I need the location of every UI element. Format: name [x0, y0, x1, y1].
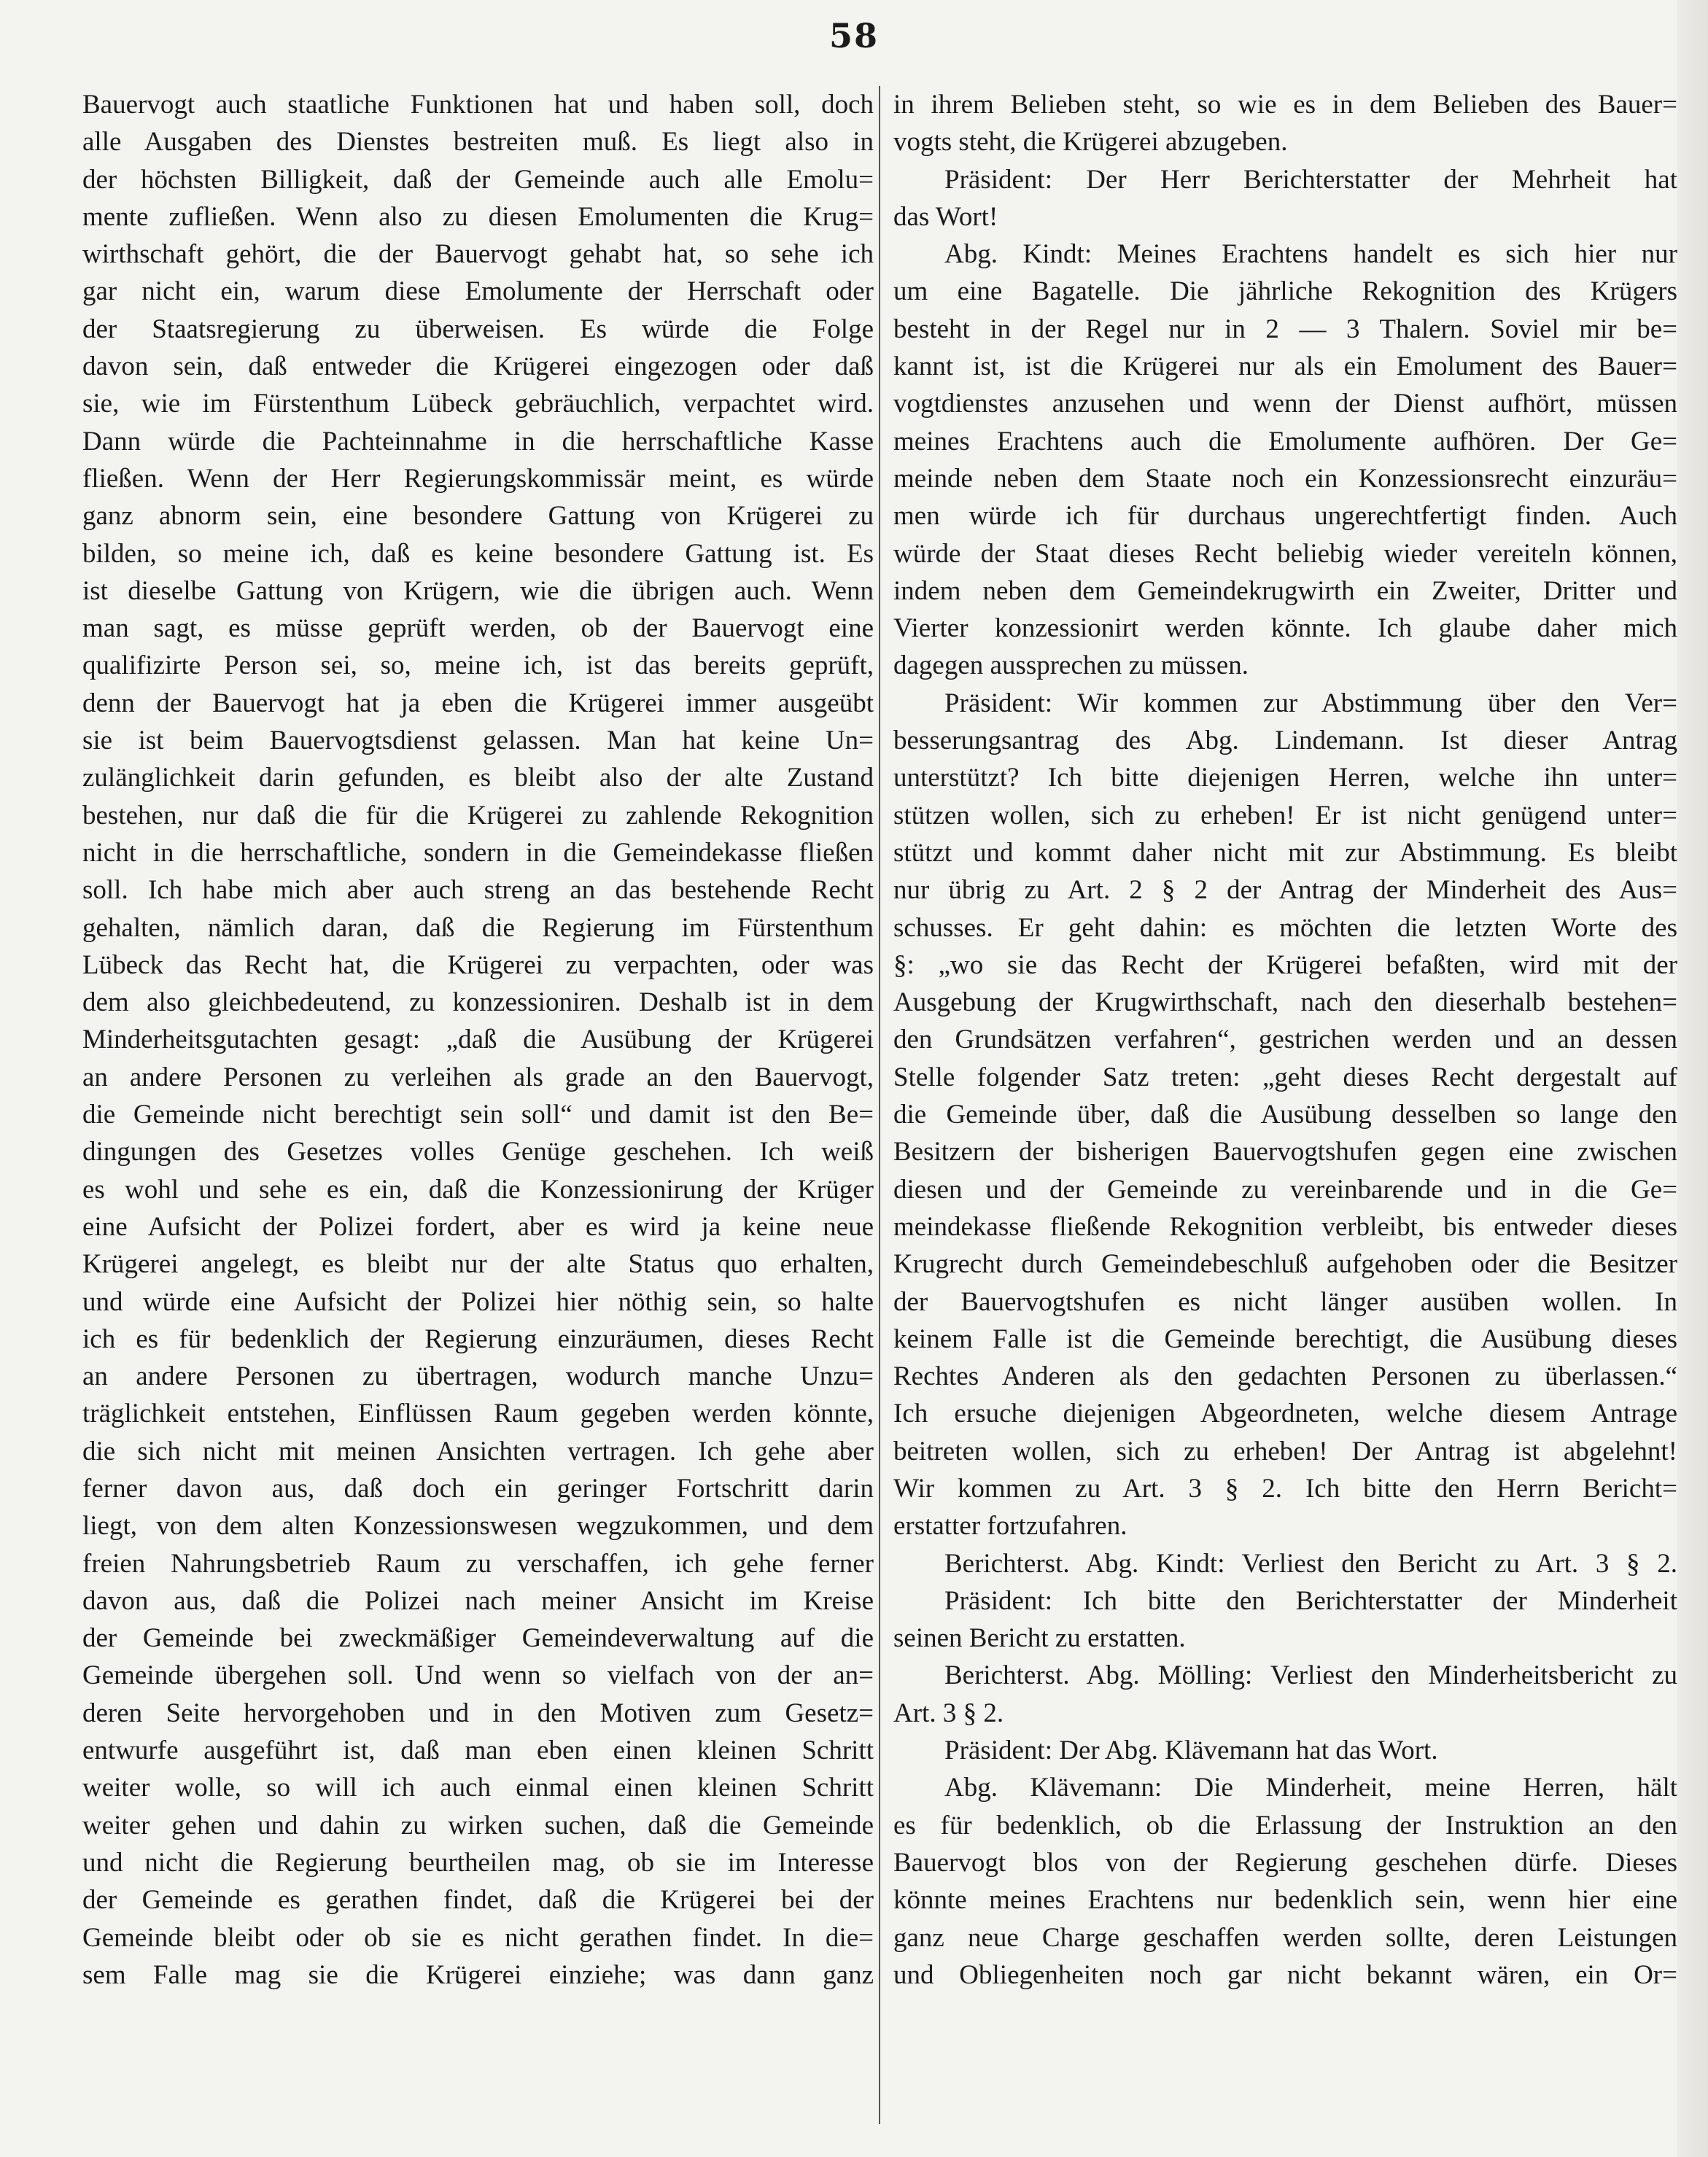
text-line: Präsident: Der Abg. Klävemann hat das Wort. [944, 1736, 1438, 1766]
text-line: davon sein, daß entweder die Krügerei eingezogen oder daß [82, 351, 874, 382]
text-line: Minderheitsgutachten gesagt: „daß die Ausübung der Krügerei [82, 1025, 874, 1055]
text-line: Besitzern der bisherigen Bauervogtshufen gegen eine zwischen [893, 1137, 1677, 1167]
text-line: besserungsantrag des Abg. Lindemann. Ist dieser Antrag [893, 726, 1677, 756]
text-line: weiter gehen und dahin zu wirken suchen, daß die Gemeinde [82, 1810, 874, 1841]
text-line: an andere Personen zu verleihen als grade an den Bauervogt, [82, 1062, 874, 1092]
text-line: der Gemeinde es gerathen findet, daß die Krügerei bei der [82, 1885, 874, 1916]
text-line: es wohl und sehe es ein, daß die Konzessionirung der Krüger [82, 1174, 874, 1205]
text-line: freien Nahrungsbetrieb Raum zu verschaffen, ich gehe ferner [82, 1548, 874, 1579]
text-line: Gemeinde bleibt oder ob sie es nicht gerathen findet. In die= [82, 1922, 874, 1953]
text-line: man sagt, es müsse geprüft werden, ob der Bauervogt eine [82, 613, 874, 644]
text-line: unterstützt? Ich bitte diejenigen Herren, welche ihn unter= [893, 763, 1677, 793]
text-line: meinde neben dem Staate noch ein Konzessionsrecht einzuräu= [893, 463, 1677, 494]
text-line: Dann würde die Pachteinnahme in die herrschaftliche Kasse [82, 426, 874, 456]
text-line: bestehen, nur daß die für die Krügerei zu zahlende Rekognition [82, 800, 874, 831]
text-line: an andere Personen zu übertragen, wodurch manche Unzu= [82, 1361, 874, 1392]
text-line: denn der Bauervogt hat ja eben die Krügerei immer ausgeübt [82, 688, 874, 718]
left-column [82, 86, 874, 1994]
page-edge-shadow [1677, 0, 1708, 2157]
text-line: nicht in die herrschaftliche, sondern in die Gemeindekasse fließen [82, 837, 874, 868]
text-line: Ich ersuche diejenigen Abgeordneten, welche diesem Antrage [893, 1399, 1677, 1429]
text-line: entwurfe ausgeführt ist, daß man eben einen kleinen Schritt [82, 1736, 874, 1766]
text-line: ganz neue Charge geschaffen werden sollte, deren Leistungen [893, 1922, 1677, 1953]
text-line: Präsident: Ich bitte den Berichterstatter der Minderheit [944, 1585, 1677, 1616]
text-line: alle Ausgaben des Dienstes bestreiten muß. Es liegt also in [82, 127, 874, 158]
text-line: sie, wie im Fürstenthum Lübeck gebräuchlich, verpachtet wird. [82, 389, 874, 419]
text-line: und nicht die Regierung beurtheilen mag, ob sie im Interesse [82, 1847, 874, 1878]
text-line: bilden, so meine ich, daß es keine besondere Gattung ist. Es [82, 538, 874, 569]
text-line: weiter wolle, so will ich auch einmal einen kleinen Schritt [82, 1773, 874, 1803]
text-line: schusses. Er geht dahin: es möchten die letzten Worte des [893, 912, 1677, 943]
text-line: Abg. Klävemann: Die Minderheit, meine Herren, hält [944, 1773, 1677, 1803]
text-line: sem Falle mag sie die Krügerei einziehe; was dann ganz [82, 1959, 874, 1990]
text-line: kannt ist, ist die Krügerei nur als ein Emolument des Bauer= [893, 351, 1677, 382]
text-line: würde der Staat dieses Recht beliebig wieder vereiteln können, [893, 538, 1677, 569]
text-line: davon aus, daß die Polizei nach meiner Ansicht im Kreise [82, 1585, 874, 1616]
text-line: dem also gleichbedeutend, zu konzessioniren. Deshalb ist in dem [82, 987, 874, 1018]
text-line: men würde ich für durchaus ungerechtfertigt finden. Auch [893, 501, 1677, 532]
text-line: der höchsten Billigkeit, daß der Gemeinde auch alle Emolu= [82, 164, 874, 195]
text-line: Wir kommen zu Art. 3 § 2. Ich bitte den Herrn Bericht= [893, 1473, 1677, 1504]
text-line: Abg. Kindt: Meines Erachtens handelt es sich hier nur [944, 239, 1677, 270]
text-line: Vierter konzessionirt werden könnte. Ich glaube daher mich [893, 613, 1677, 644]
text-line: stützt und kommt daher nicht mit zur Abstimmung. Es bleibt [893, 837, 1677, 868]
page-number: 58 [828, 16, 879, 55]
text-line: Ausgebung der Krugwirthschaft, nach den dieserhalb bestehen= [893, 987, 1677, 1018]
text-line: Bauervogt blos von der Regierung geschehen dürfe. Dieses [893, 1847, 1677, 1878]
text-line: gar nicht ein, warum diese Emolumente der Herrschaft oder [82, 276, 874, 307]
text-line: seinen Bericht zu erstatten. [893, 1623, 1186, 1654]
text-line: die Gemeinde nicht berechtigt sein soll“ und damit ist den Be= [82, 1100, 874, 1130]
text-line: vogtdienstes anzusehen und wenn der Dienst aufhört, müssen [893, 389, 1677, 419]
text-line: die sich nicht mit meinen Ansichten vertragen. Ich gehe aber [82, 1436, 874, 1466]
text-line: Rechtes Anderen als den gedachten Personen zu überlassen.“ [893, 1361, 1677, 1392]
text-line: die Gemeinde über, daß die Ausübung desselben so lange den [893, 1100, 1677, 1130]
text-line: dingungen des Gesetzes volles Genüge geschehen. Ich weiß [82, 1137, 874, 1167]
text-line: den Grundsätzen verfahren“, gestrichen werden und an dessen [893, 1025, 1677, 1055]
text-line: Art. 3 § 2. [893, 1698, 1004, 1728]
text-line: fließen. Wenn der Herr Regierungskommissär meint, es würde [82, 463, 874, 494]
text-line: eine Aufsicht der Polizei fordert, aber es wird ja keine neue [82, 1211, 874, 1242]
text-line: diesen und der Gemeinde zu vereinbarende und in die Ge= [893, 1174, 1677, 1205]
text-line: meines Erachtens auch die Emolumente aufhören. Der Ge= [893, 426, 1677, 456]
text-line: meindekasse fließende Rekognition verbleibt, bis entweder dieses [893, 1211, 1677, 1242]
text-line: mente zufließen. Wenn also zu diesen Emolumenten die Krug= [82, 201, 874, 232]
text-line: zulänglichkeit darin gefunden, es bleibt also der alte Zustand [82, 763, 874, 793]
text-line: deren Seite hervorgehoben und in den Motiven zum Gesetz= [82, 1698, 874, 1728]
text-line: ganz abnorm sein, eine besondere Gattung von Krügerei zu [82, 501, 874, 532]
text-line: in ihrem Belieben steht, so wie es in dem Belieben des Bauer= [893, 90, 1677, 120]
text-line: der Gemeinde bei zweckmäßiger Gemeindeverwaltung auf die [82, 1623, 874, 1654]
text-line: ich es für bedenklich der Regierung einzuräumen, dieses Recht [82, 1324, 874, 1354]
text-line: der Bauervogtshufen es nicht länger ausüben wollen. In [893, 1286, 1677, 1317]
text-line: Stelle folgender Satz treten: „geht dieses Recht dergestalt auf [893, 1062, 1677, 1092]
text-line: beitreten wollen, sich zu erheben! Der Antrag ist abgelehnt! [893, 1436, 1677, 1466]
text-line: nur übrig zu Art. 2 § 2 der Antrag der Minderheit des Aus= [893, 875, 1677, 906]
text-line: es für bedenklich, ob die Erlassung der Instruktion an den [893, 1810, 1677, 1841]
text-line: erstatter fortzufahren. [893, 1511, 1127, 1542]
text-line: Gemeinde übergehen soll. Und wenn so vielfach von der an= [82, 1660, 874, 1691]
text-line: besteht in der Regel nur in 2 — 3 Thalern. Soviel mir be= [893, 314, 1677, 344]
text-line: wirthschaft gehört, die der Bauervogt gehabt hat, so sehe ich [82, 239, 874, 270]
text-line: ist dieselbe Gattung von Krügern, wie die übrigen auch. Wenn [82, 575, 874, 606]
text-line: könnte meines Erachtens nur bedenklich sein, wenn hier eine [893, 1885, 1677, 1916]
text-line: Lübeck das Recht hat, die Krügerei zu verpachten, oder was [82, 949, 874, 980]
text-line: Krugrecht durch Gemeindebeschluß aufgehoben oder die Besitzer [893, 1249, 1677, 1280]
text-line: liegt, von dem alten Konzessionswesen wegzukommen, und dem [82, 1511, 874, 1542]
text-line: stützen wollen, sich zu erheben! Er ist nicht genügend unter= [893, 800, 1677, 831]
text-line: dagegen aussprechen zu müssen. [893, 650, 1249, 681]
text-line: qualifizirte Person sei, so, meine ich, ist das bereits geprüft, [82, 650, 874, 681]
text-line: indem neben dem Gemeindekrugwirth ein Zweiter, Dritter und [893, 575, 1677, 606]
text-line: gehalten, nämlich daran, daß die Regierung im Fürstenthum [82, 912, 874, 943]
text-line: soll. Ich habe mich aber auch streng an das bestehende Recht [82, 875, 874, 906]
text-line: sie ist beim Bauervogtsdienst gelassen. Man hat keine Un= [82, 726, 874, 756]
text-line: Krügerei angelegt, es bleibt nur der alte Status quo erhalten, [82, 1249, 874, 1280]
text-line: Präsident: Wir kommen zur Abstimmung über den Ver= [944, 688, 1677, 718]
text-line: keinem Falle ist die Gemeinde berechtigt, die Ausübung dieses [893, 1324, 1677, 1354]
text-line: ferner davon aus, daß doch ein geringer Fortschritt darin [82, 1473, 874, 1504]
text-line: Berichterst. Abg. Kindt: Verliest den Bericht zu Art. 3 § 2. [944, 1548, 1677, 1579]
text-line: §: „wo sie das Recht der Krügerei befaßten, wird mit der [893, 949, 1677, 980]
text-line: der Staatsregierung zu überweisen. Es würde die Folge [82, 314, 874, 344]
text-line: Bauervogt auch staatliche Funktionen hat und haben soll, doch [82, 90, 874, 120]
text-line: träglichkeit entstehen, Einflüssen Raum gegeben werden könnte, [82, 1399, 874, 1429]
text-line: Berichterst. Abg. Mölling: Verliest den Minderheitsbericht zu [944, 1660, 1677, 1691]
text-line: und Obliegenheiten noch gar nicht bekannt wären, ein Or= [893, 1959, 1677, 1990]
text-line: Präsident: Der Herr Berichterstatter der Mehrheit hat [944, 164, 1677, 195]
text-line: vogts steht, die Krügerei abzugeben. [893, 127, 1288, 158]
right-column [893, 86, 1677, 1994]
text-line: und würde eine Aufsicht der Polizei hier nöthig sein, so halte [82, 1286, 874, 1317]
text-line: um eine Bagatelle. Die jährliche Rekognition des Krügers [893, 276, 1677, 307]
text-line: das Wort! [893, 201, 998, 232]
column-divider [879, 86, 880, 2124]
